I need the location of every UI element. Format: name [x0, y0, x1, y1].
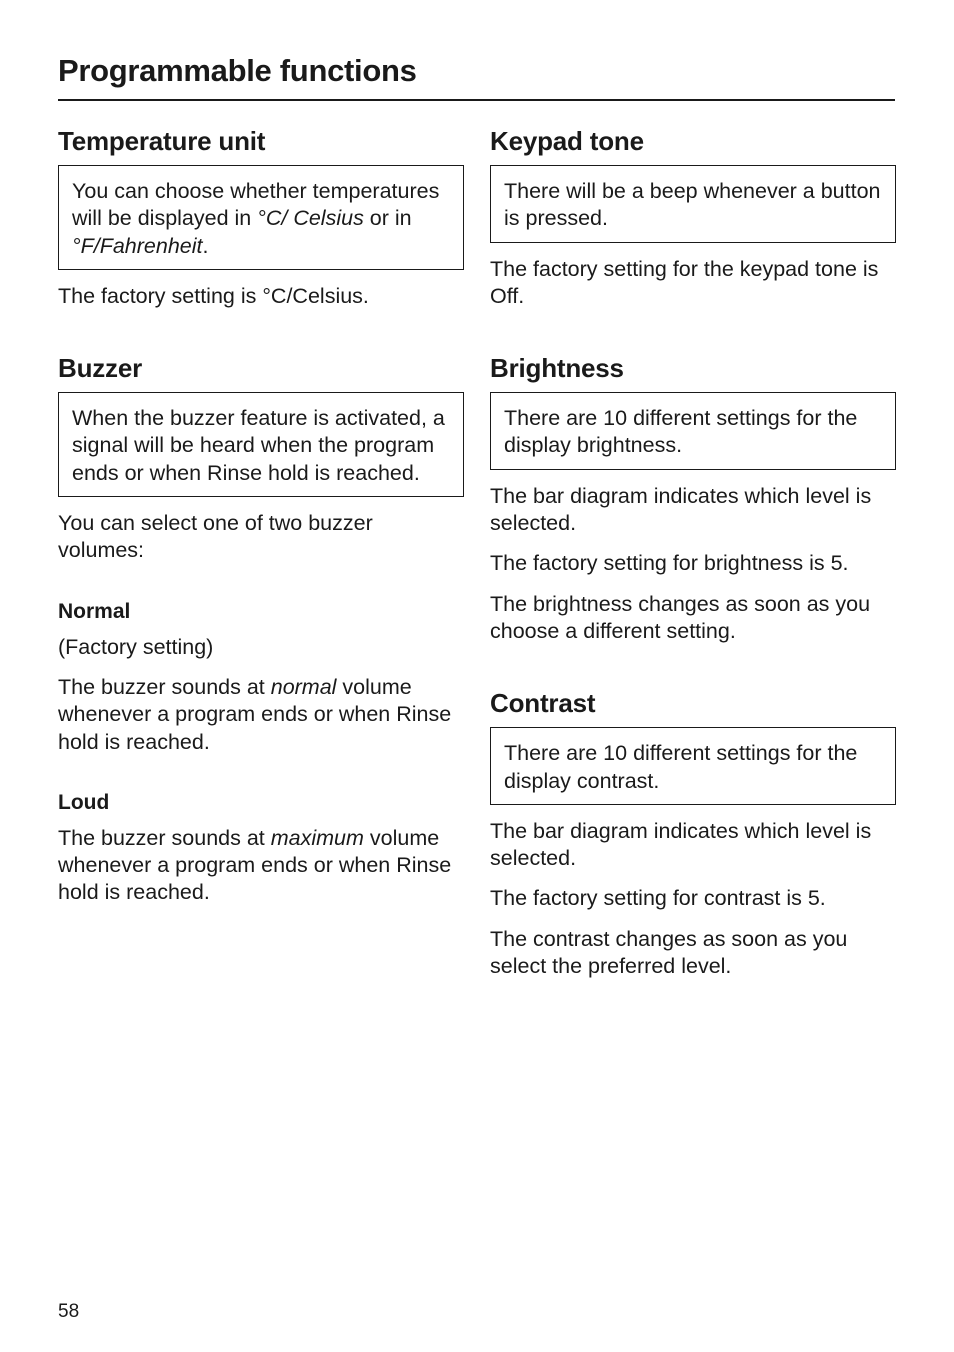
temperature-unit-heading: Temperature unit — [58, 126, 266, 156]
buzzer-heading: Buzzer — [58, 353, 143, 384]
contrast-bar-diagram-text: The bar diagram indicates which level is selected. — [490, 818, 872, 871]
loud-text-before: The buzzer sounds at — [58, 825, 271, 850]
brightness-bar-diagram-text: The bar diagram indicates which level is selected. — [490, 483, 872, 536]
temperature-unit-note-box — [58, 165, 464, 270]
page-header — [58, 52, 895, 101]
section-brightness — [490, 351, 896, 645]
page-number: 58 — [58, 1301, 80, 1322]
temperature-unit-box-text: You can choose whether temperatures will be displayed in — [72, 179, 440, 231]
keypad-tone-heading: Keypad tone — [490, 126, 644, 156]
fahrenheit-option: °F/Fahrenheit — [72, 233, 203, 258]
subsection-spacer — [58, 769, 464, 789]
page-title: Programmable functions — [58, 53, 417, 88]
contrast-factory-setting: The factory setting for contrast is 5. — [490, 886, 826, 911]
section-keypad-tone — [490, 124, 896, 310]
period-text: . — [202, 233, 209, 258]
temperature-unit-factory-setting: The factory setting is °C/Celsius. — [58, 283, 369, 308]
buzzer-intro: You can select one of two buzzer volumes: — [58, 511, 373, 563]
keypad-tone-factory-setting: The factory setting for the keypad tone is Off. — [490, 256, 879, 308]
loud-description — [58, 825, 464, 907]
section-temperature-unit — [58, 124, 464, 310]
subsection-spacer — [58, 578, 464, 598]
right-column — [490, 124, 896, 993]
keypad-tone-note-box: There will be a beep whenever a button is pressed. — [490, 165, 896, 243]
contrast-heading: Contrast — [490, 688, 596, 719]
section-spacer — [58, 323, 464, 351]
brightness-heading: Brightness — [490, 353, 624, 384]
contrast-change-text: The contrast changes as soon as you select the preferred level. — [490, 926, 848, 979]
brightness-factory-setting: The factory setting for brightness is 5. — [490, 551, 849, 576]
or-in-text: or in — [363, 206, 412, 231]
section-buzzer — [58, 351, 464, 907]
normal-text-after: volume whenever a program ends or when Rinse hold is reached. — [58, 674, 452, 754]
loud-text-after: volume whenever a program ends or when Rinse hold is reached. — [58, 825, 452, 905]
celsius-option: °C/ Celsius — [257, 206, 364, 231]
normal-factory-setting: (Factory setting) — [58, 634, 214, 659]
normal-text-before: The buzzer sounds at — [58, 674, 271, 699]
loud-emphasis: maximum — [270, 825, 364, 850]
left-column — [58, 124, 464, 920]
contrast-note-box: There are 10 different settings for the display contrast. — [490, 727, 896, 805]
normal-heading: Normal — [58, 599, 131, 623]
brightness-change-text: The brightness changes as soon as you choose a different setting. — [490, 591, 871, 643]
section-spacer — [490, 658, 896, 686]
section-contrast — [490, 686, 896, 980]
buzzer-note-box: When the buzzer feature is activated, a signal will be heard when the program ends or when Rinse hold is reached. — [58, 392, 464, 497]
normal-description — [58, 674, 464, 756]
section-spacer — [490, 323, 896, 351]
loud-heading: Loud — [58, 790, 110, 814]
normal-emphasis: normal — [270, 674, 337, 699]
brightness-note-box: There are 10 different settings for the display brightness. — [490, 392, 896, 470]
header-rule — [58, 99, 895, 101]
